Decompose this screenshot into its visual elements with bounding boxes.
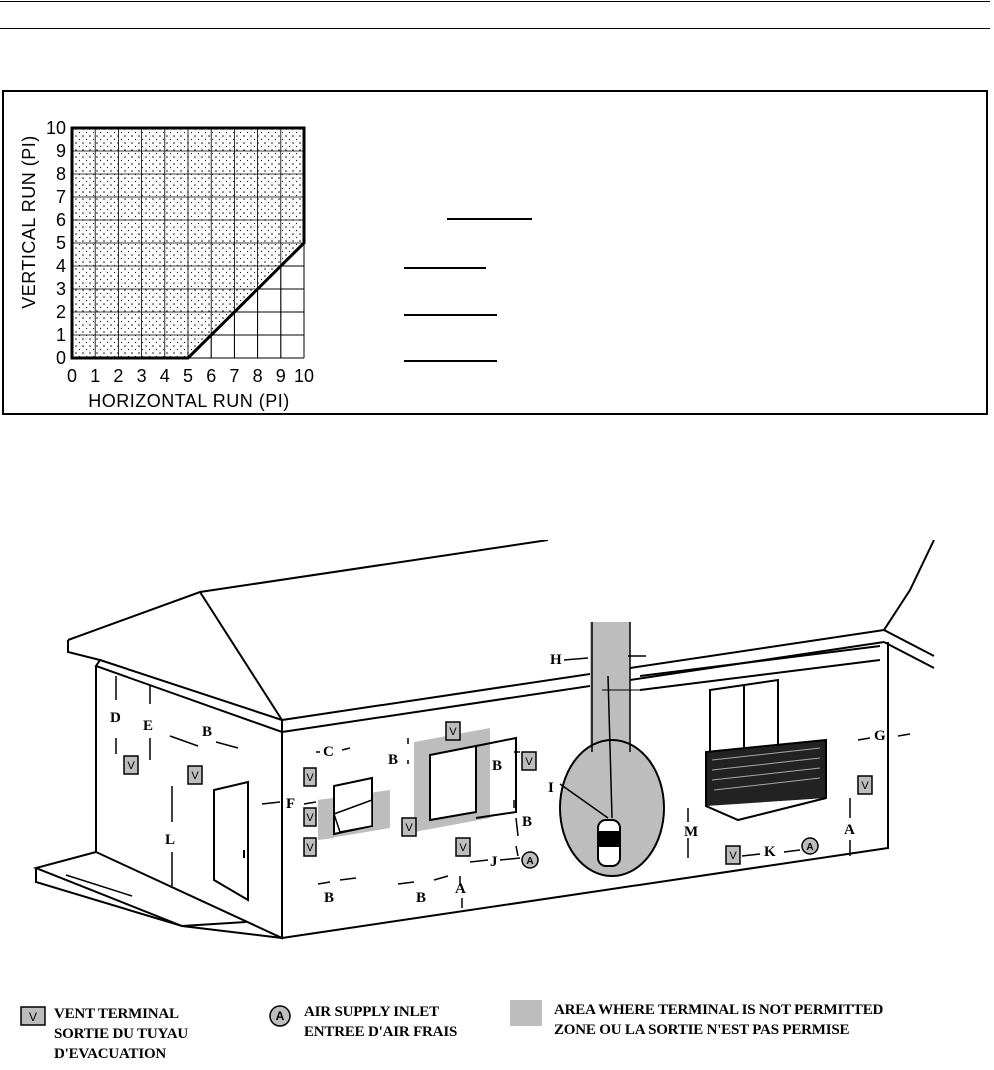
vent-run-chart [4,92,986,413]
blank-line-2 [404,267,486,269]
top-rule [0,1,990,2]
label-g: G [874,728,886,744]
label-b-low-2: B [416,890,427,906]
legend-area-line-1: AREA WHERE TERMINAL IS NOT PERMITTED [554,1002,884,1018]
header-rule [0,28,990,29]
x-tick-label: 8 [252,366,263,386]
x-tick-label: 2 [113,366,124,386]
svg-text:V: V [306,772,314,784]
blank-line-4 [404,360,497,362]
vent-run-chart-box [2,90,988,415]
svg-text:V: V [459,842,467,854]
label-b-window-right-low: B [522,814,533,830]
label-a-right: A [844,822,855,838]
x-tick-label: 9 [275,366,286,386]
label-b-low-1: B [324,890,335,906]
x-tick-label: 1 [90,366,101,386]
x-axis-label: HORIZONTAL RUN (PI) [88,391,290,411]
x-tick-label: 0 [66,366,78,386]
y-tick-label: 4 [55,256,66,276]
blank-line-3 [404,314,497,316]
label-h: H [550,652,562,668]
label-l: L [165,832,176,848]
label-i: I [548,780,554,796]
svg-text:V: V [525,756,533,768]
svg-text:A: A [275,1009,285,1023]
x-tick-label: 7 [229,366,240,386]
svg-text:V: V [306,812,314,824]
label-f: F [286,796,296,812]
svg-text:V: V [449,726,457,738]
x-tick-label: 5 [182,366,194,386]
y-tick-label: 2 [55,302,66,322]
svg-text:A: A [806,842,814,853]
label-d: D [110,710,121,726]
legend-air-line-2: ENTREE D'AIR FRAIS [304,1024,458,1040]
air-supply-legend-icon [268,1004,292,1028]
svg-text:V: V [191,770,199,782]
label-b-window-right: B [492,758,503,774]
legend-air-line-1: AIR SUPPLY INLET [304,1004,439,1020]
x-tick-label: 3 [136,366,147,386]
restricted-area-legend-swatch [510,1000,542,1026]
label-m: M [684,824,699,840]
label-k: K [764,844,776,860]
svg-text:A: A [526,856,534,867]
svg-text:V: V [861,780,869,792]
y-tick-label: 0 [55,348,66,368]
svg-text:V: V [729,850,737,862]
svg-text:V: V [28,1010,38,1024]
legend-vent-line-3: D'EVACUATION [54,1046,167,1062]
y-tick-label: 3 [55,279,66,299]
legend-area-line-2: ZONE OU LA SORTIE N'EST PAS PERMISE [554,1022,850,1038]
label-b-window-top: B [388,752,399,768]
x-tick-label: 4 [159,366,170,386]
balcony [706,680,826,820]
svg-text:V: V [405,822,413,834]
svg-text:V: V [306,842,314,854]
vent-terminal-legend-icon [20,1006,48,1028]
house-wall-left [96,666,282,938]
y-tick-label: 7 [55,187,66,207]
y-tick-label: 10 [45,118,66,138]
label-j: J [490,854,498,870]
y-tick-label: 1 [55,325,66,345]
label-a-low: A [455,881,466,897]
y-tick-label: 5 [55,233,66,253]
house-clearance-diagram [0,540,994,960]
y-tick-label: 9 [55,141,66,161]
label-c: C [323,744,334,760]
y-axis-label: VERTICAL RUN (PI) [19,135,39,309]
legend-vent-line-1: VENT TERMINAL [54,1006,179,1022]
svg-text:V: V [127,760,135,772]
legend-vent-line-2: SORTIE DU TUYAU [54,1026,189,1042]
y-tick-label: 8 [55,164,66,184]
blank-line-1 [447,218,532,220]
x-tick-label: 10 [293,366,315,386]
label-b-top: B [202,724,213,740]
label-e: E [143,718,154,734]
y-tick-label: 6 [55,210,66,230]
roof-outline [68,540,548,640]
door [214,782,248,900]
x-tick-label: 6 [206,366,217,386]
